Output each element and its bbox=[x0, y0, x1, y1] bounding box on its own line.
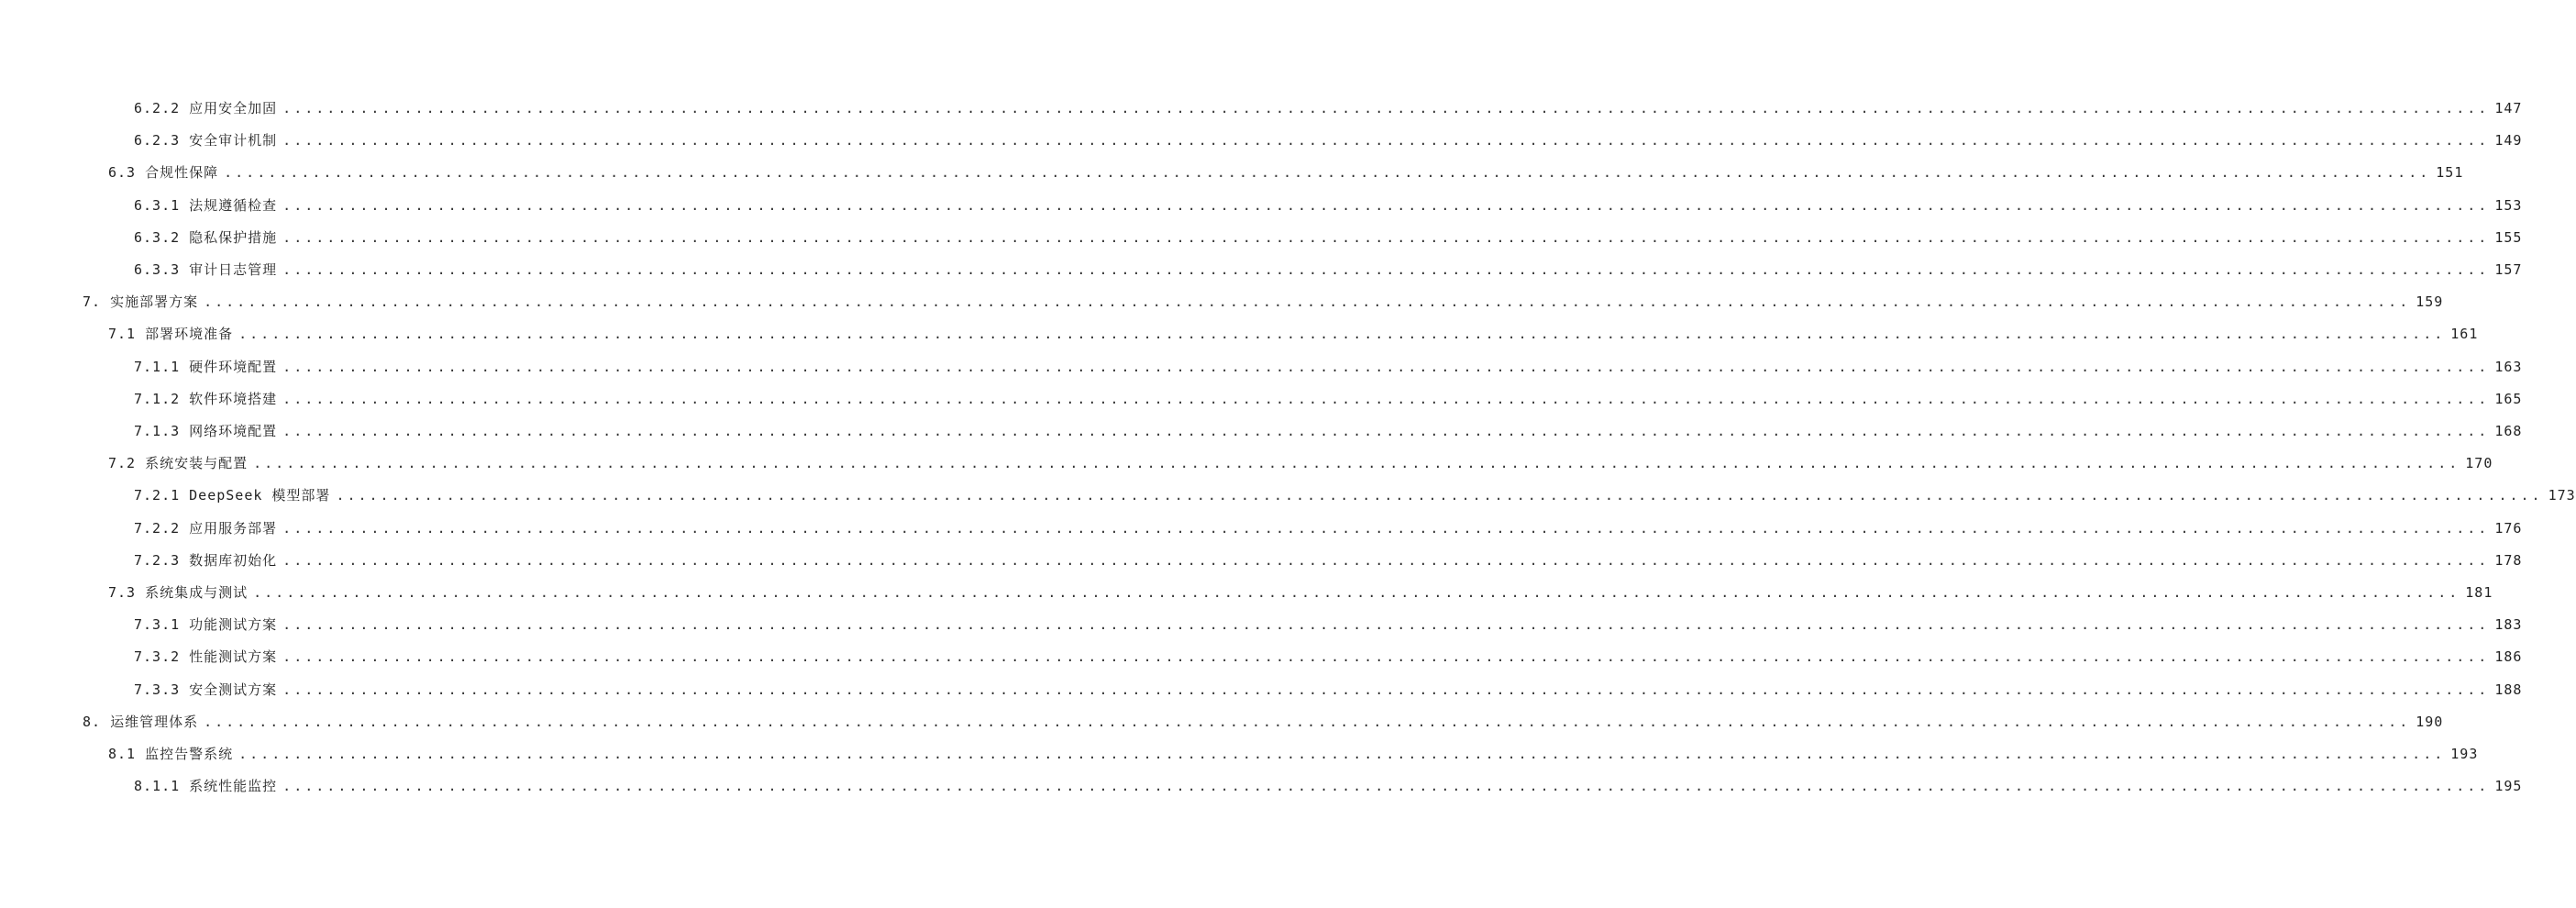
toc-leader-dots: ........................................................................................................................................................................................................ bbox=[282, 648, 2490, 666]
toc-leader-dots: ........................................................................................................................................................................................................ bbox=[282, 228, 2490, 246]
toc-leader-dots: ........................................................................................................................................................................................................ bbox=[238, 326, 2446, 343]
toc-entry[interactable] bbox=[134, 776, 2523, 798]
toc-entry-number: 7.2.2 bbox=[134, 519, 181, 537]
toc-entry[interactable] bbox=[134, 98, 2523, 120]
toc-entry-number: 6.2.3 bbox=[134, 132, 181, 149]
toc-leader-dots: ........................................................................................................................................................................................................ bbox=[282, 551, 2490, 569]
toc-entry[interactable] bbox=[134, 550, 2523, 572]
toc-entry[interactable] bbox=[134, 647, 2523, 669]
toc-entry-page: 163 bbox=[2494, 358, 2523, 375]
toc-entry-title: 审计日志管理 bbox=[189, 261, 278, 278]
toc-entry-page: 165 bbox=[2494, 390, 2523, 407]
toc-leader-dots: ........................................................................................................................................................................................................ bbox=[336, 487, 2543, 504]
toc-entry-page: 183 bbox=[2494, 616, 2523, 634]
toc-entry-page: 161 bbox=[2450, 326, 2479, 343]
toc-entry-number: 7.3.2 bbox=[134, 648, 181, 666]
toc-entry-title: 系统安装与配置 bbox=[145, 455, 249, 472]
toc-leader-dots: ........................................................................................................................................................................................................ bbox=[253, 455, 2460, 472]
toc-entry-title: 实施部署方案 bbox=[110, 293, 199, 311]
toc-entry-number: 7.2 bbox=[108, 455, 137, 472]
toc-entry-page: 190 bbox=[2416, 713, 2444, 730]
toc-leader-dots: ........................................................................................................................................................................................................ bbox=[282, 681, 2490, 698]
toc-leader-dots: ........................................................................................................................................................................................................ bbox=[253, 584, 2460, 601]
toc-entry-number: 7.1 bbox=[108, 326, 137, 343]
toc-entry-title: 运维管理体系 bbox=[110, 713, 199, 730]
toc-entry[interactable] bbox=[134, 518, 2523, 540]
toc-entry-title: 网络环境配置 bbox=[189, 423, 278, 439]
toc-entry-title: 部署环境准备 bbox=[145, 326, 234, 343]
toc-entry-number: 6.3 bbox=[108, 164, 137, 182]
toc-entry[interactable] bbox=[134, 615, 2523, 637]
toc-entry-number: 7.1.3 bbox=[134, 423, 181, 439]
toc-entry-page: 153 bbox=[2494, 196, 2523, 214]
toc-entry-title: DeepSeek 模型部署 bbox=[189, 487, 331, 504]
toc-entry-page: 188 bbox=[2494, 681, 2523, 698]
toc-entry[interactable] bbox=[134, 357, 2523, 379]
toc-entry-number: 7. bbox=[83, 293, 102, 311]
toc-entry-title: 安全审计机制 bbox=[189, 132, 278, 149]
toc-entry[interactable] bbox=[108, 324, 2479, 346]
toc-entry-title: 安全测试方案 bbox=[189, 681, 278, 698]
toc-leader-dots: ........................................................................................................................................................................................................ bbox=[282, 519, 2490, 537]
toc-leader-dots: ........................................................................................................................................................................................................ bbox=[204, 293, 2411, 311]
toc-entry-number: 7.3.3 bbox=[134, 681, 181, 698]
toc-leader-dots: ........................................................................................................................................................................................................ bbox=[238, 746, 2446, 762]
toc-entry-title: 系统集成与测试 bbox=[145, 584, 249, 601]
toc-entry-page: 181 bbox=[2465, 584, 2493, 601]
toc-entry[interactable] bbox=[108, 162, 2464, 184]
toc-entry-number: 6.3.2 bbox=[134, 228, 181, 246]
toc-leader-dots: ........................................................................................................................................................................................................ bbox=[282, 616, 2490, 634]
toc-entry[interactable] bbox=[108, 744, 2479, 766]
toc-entry-number: 8.1 bbox=[108, 746, 137, 762]
toc-entry-page: 193 bbox=[2450, 746, 2479, 762]
toc-entry[interactable] bbox=[83, 292, 2444, 314]
toc-entry-number: 6.3.1 bbox=[134, 196, 181, 214]
toc-entry-number: 6.2.2 bbox=[134, 100, 181, 116]
toc-entry[interactable] bbox=[134, 680, 2523, 702]
toc-entry-page: 147 bbox=[2494, 100, 2523, 116]
toc-entry-number: 6.3.3 bbox=[134, 261, 181, 278]
toc-entry-title: 合规性保障 bbox=[145, 164, 219, 182]
toc-entry-number: 7.3.1 bbox=[134, 616, 181, 634]
toc-leader-dots: ........................................................................................................................................................................................................ bbox=[282, 778, 2490, 795]
toc-entry-title: 法规遵循检查 bbox=[189, 196, 278, 214]
toc-entry-number: 8. bbox=[83, 713, 102, 730]
toc-entry[interactable] bbox=[134, 130, 2523, 152]
toc-entry-title: 系统性能监控 bbox=[189, 778, 278, 795]
toc-entry-page: 168 bbox=[2494, 423, 2523, 439]
toc-entry[interactable] bbox=[134, 485, 2576, 507]
toc-leader-dots: ........................................................................................................................................................................................................ bbox=[282, 196, 2490, 214]
toc-entry-page: 178 bbox=[2494, 551, 2523, 569]
toc-entry-title: 硬件环境配置 bbox=[189, 358, 278, 375]
toc-entry-title: 功能测试方案 bbox=[189, 616, 278, 634]
toc-entry-page: 195 bbox=[2494, 778, 2523, 795]
toc-entry-page: 170 bbox=[2465, 455, 2493, 472]
toc-entry-number: 7.2.1 bbox=[134, 487, 181, 504]
toc-entry[interactable] bbox=[134, 195, 2523, 217]
toc-leader-dots: ........................................................................................................................................................................................................ bbox=[282, 358, 2490, 375]
toc-entry-number: 7.1.1 bbox=[134, 358, 181, 375]
toc-entry[interactable] bbox=[134, 389, 2523, 411]
toc-entry-page: 176 bbox=[2494, 519, 2523, 537]
toc-leader-dots: ........................................................................................................................................................................................................ bbox=[282, 390, 2490, 407]
toc-entry-page: 151 bbox=[2436, 164, 2464, 182]
toc-leader-dots: ........................................................................................................................................................................................................ bbox=[282, 132, 2490, 149]
toc-entry-number: 7.1.2 bbox=[134, 390, 181, 407]
toc-entry-page: 186 bbox=[2494, 648, 2523, 666]
toc-entry-page: 155 bbox=[2494, 228, 2523, 246]
toc-entry-title: 软件环境搭建 bbox=[189, 390, 278, 407]
toc-entry[interactable] bbox=[83, 712, 2444, 734]
toc-leader-dots: ........................................................................................................................................................................................................ bbox=[282, 261, 2490, 278]
toc-leader-dots: ........................................................................................................................................................................................................ bbox=[282, 423, 2490, 439]
toc-entry-page: 149 bbox=[2494, 132, 2523, 149]
toc-leader-dots: ........................................................................................................................................................................................................ bbox=[224, 164, 2431, 182]
toc-entry-page: 173 bbox=[2548, 487, 2576, 504]
toc-entry[interactable] bbox=[108, 453, 2493, 475]
toc-entry-page: 159 bbox=[2416, 293, 2444, 311]
toc-entry-page: 157 bbox=[2494, 261, 2523, 278]
toc-entry[interactable] bbox=[134, 421, 2523, 443]
toc-leader-dots: ........................................................................................................................................................................................................ bbox=[204, 713, 2411, 730]
toc-entry[interactable] bbox=[108, 582, 2493, 604]
toc-entry-number: 7.3 bbox=[108, 584, 137, 601]
toc-entry[interactable] bbox=[134, 260, 2523, 282]
toc-entry-number: 7.2.3 bbox=[134, 551, 181, 569]
toc-entry-title: 性能测试方案 bbox=[189, 648, 278, 666]
toc-entry-title: 应用服务部署 bbox=[189, 519, 278, 537]
toc-entry-title: 应用安全加固 bbox=[189, 100, 278, 116]
toc-leader-dots: ........................................................................................................................................................................................................ bbox=[282, 100, 2490, 116]
toc-entry[interactable] bbox=[134, 227, 2523, 249]
toc-entry-number: 8.1.1 bbox=[134, 778, 181, 795]
toc-entry-title: 数据库初始化 bbox=[189, 551, 278, 569]
toc-entry-title: 隐私保护措施 bbox=[189, 228, 278, 246]
toc-entry-title: 监控告警系统 bbox=[145, 746, 234, 762]
